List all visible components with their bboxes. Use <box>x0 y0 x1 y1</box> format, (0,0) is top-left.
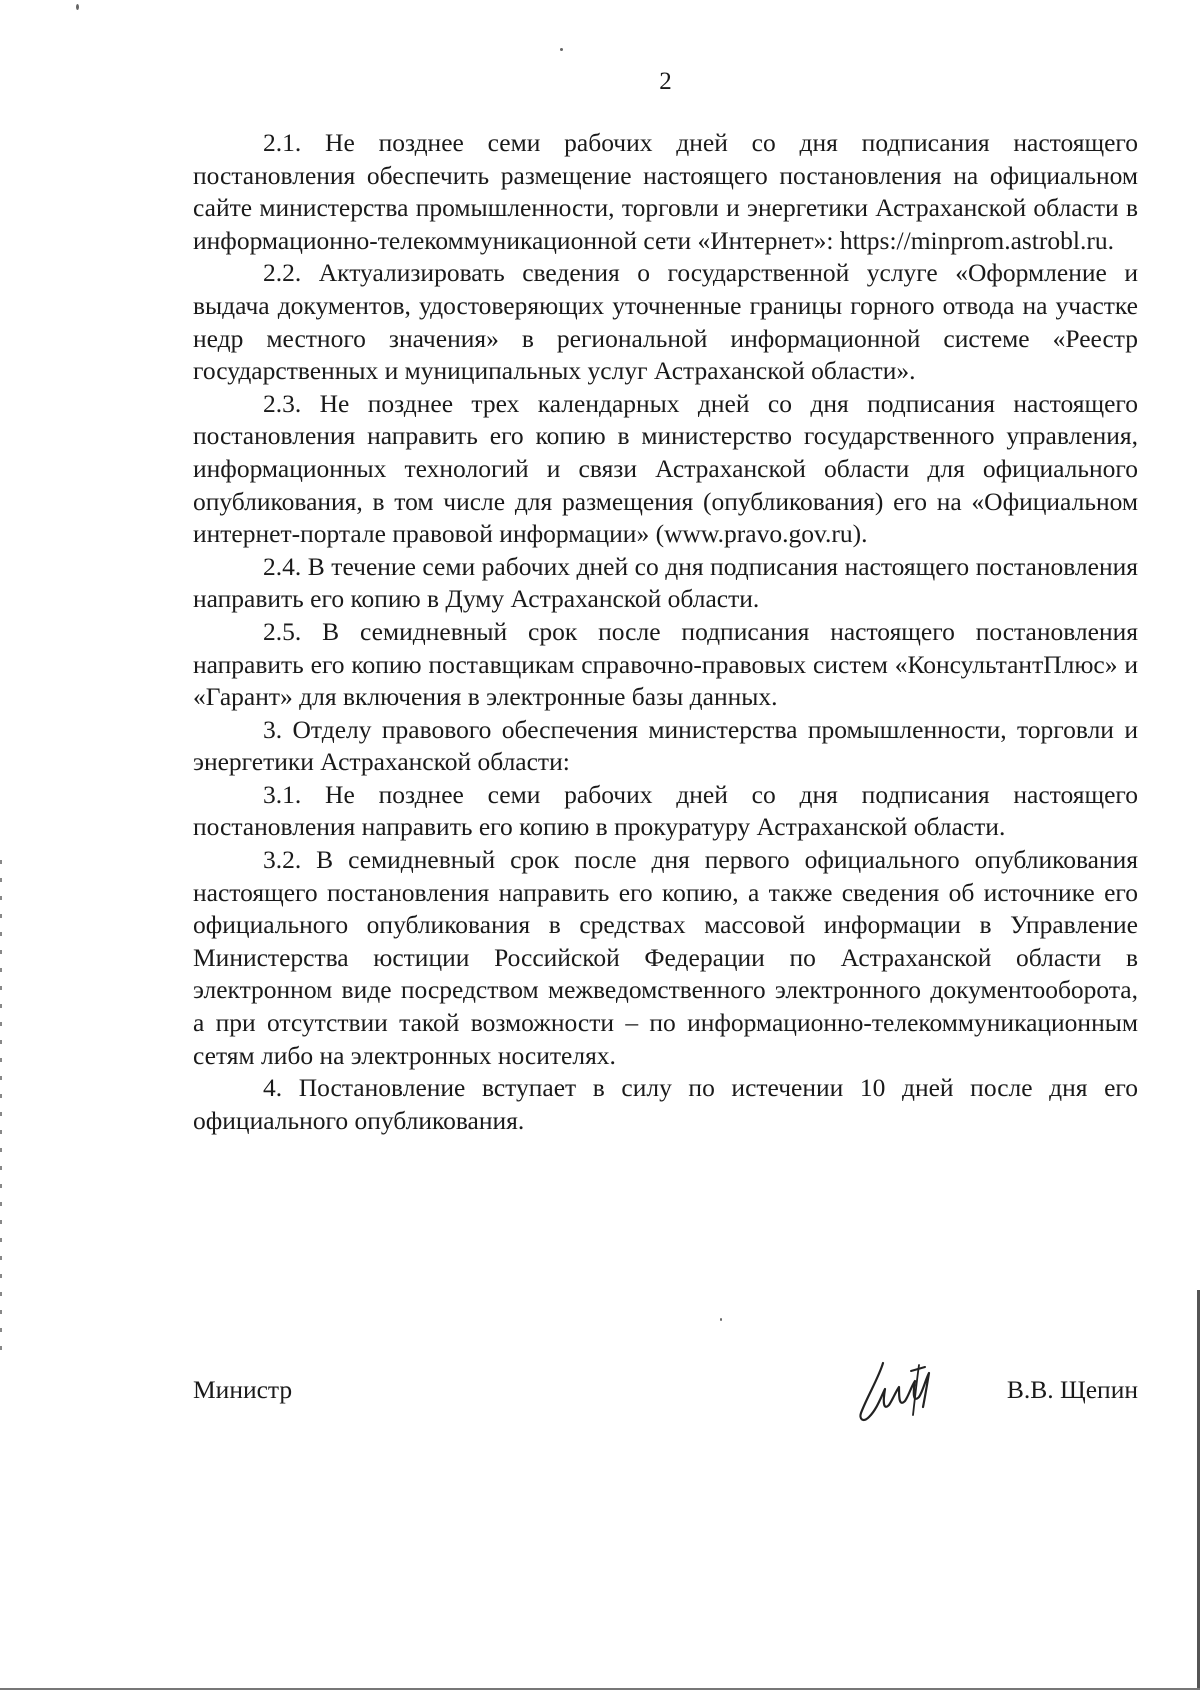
paragraph-4: 4. Постановление вступает в силу по истечении 10 дней после дня его официального опубликования. <box>193 1073 1138 1135</box>
paragraph-3: 3. Отделу правового обеспечения министерства промышленности, торговли и энергетики Астраханской области: <box>193 714 1138 777</box>
paragraph-3-2: 3.2. В семидневный срок после дня первого официального опубликования настоящего постановления направить его копию, а также сведения об источнике его официального опубликования в средствах массовой информации в Управление Министерства юстиции Российской Федерации по Астраханской области в электронном виде посредством межведомственного электронного документооборота, а при отсутствии такой возможности – по информационно-телекоммуникационным сетям либо на электронных носителях. <box>193 845 1138 1070</box>
paragraph-2-4: 2.4. В течение семи рабочих дней со дня подписания настоящего постановления направить его копию в Думу Астраханской области. <box>193 551 1138 614</box>
signatory-name: В.В. Щепин <box>1006 1375 1138 1404</box>
paragraph-2-2: 2.2. Актуализировать сведения о государственной услуге «Оформление и выдача документов, удостоверяющих уточненные границы горного отвода на участке недр местного значения» в региональной информационной системе «Реестр государственных и муниципальных услуг Астраханской области». <box>193 258 1138 386</box>
scan-edge-bottom <box>0 1688 1200 1690</box>
page-number: 2 <box>659 68 672 95</box>
handwritten-signature <box>853 1357 948 1429</box>
document-body <box>193 127 1138 1137</box>
paragraph-3-1: 3.1. Не позднее семи рабочих дней со дня подписания настоящего постановления направить его копию в прокуратуру Астраханской области. <box>193 779 1138 842</box>
signatory-role: Министр <box>193 1375 293 1404</box>
scan-artifact-left <box>0 860 2 1360</box>
scan-speck <box>560 48 563 51</box>
paragraph-2-1: 2.1. Не позднее семи рабочих дней со дня подписания настоящего постановления обеспечить размещение настоящего постановления на официальном сайте министерства промышленности, торговли и энергетики Астраханской области в информационно-телекоммуникационной сети «Интернет»: https://minprom.astrobl.ru. <box>193 128 1138 255</box>
scan-speck <box>76 4 79 10</box>
signature-block <box>193 1357 1138 1427</box>
paragraph-2-3: 2.3. Не позднее трех календарных дней со дня подписания настоящего постановления направить его копию в министерство государственного управления, информационных технологий и связи Астраханской области для официального опубликования, в том числе для размещения (опубликования) его на «Официальном интернет-портале правовой информации» (www.pravo.gov.ru). <box>193 388 1138 549</box>
paragraph-2-5: 2.5. В семидневный срок после подписания настоящего постановления направить его копию поставщикам справочно-правовых систем «КонсультантПлюс» и «Гарант» для включения в электронные базы данных. <box>193 616 1138 712</box>
scan-speck <box>720 1318 722 1321</box>
